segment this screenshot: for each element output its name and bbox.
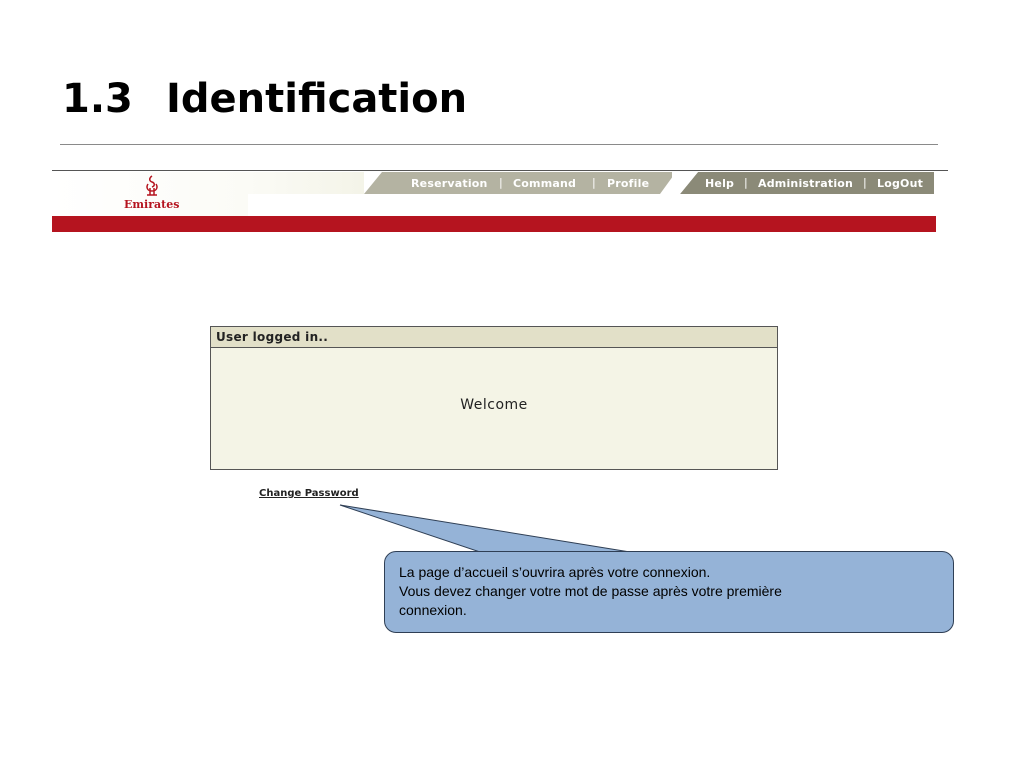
nav-separator: | (592, 176, 596, 189)
nav-separator: | (863, 176, 867, 189)
callout-line: Vous devez changer votre mot de passe après votre première (399, 583, 782, 599)
change-password-link[interactable]: Change Password (259, 488, 359, 499)
nav-separator: | (744, 176, 748, 189)
nav-command[interactable]: Command (513, 177, 577, 190)
nav-help[interactable]: Help (705, 177, 735, 190)
nav-reservation[interactable]: Reservation (411, 177, 488, 190)
welcome-message: Welcome (460, 397, 528, 413)
slide-title-text: Identification (166, 76, 468, 122)
logo-text: Emirates (124, 198, 180, 211)
callout-line: La page d’accueil s’ouvrira après votre connexion. (399, 564, 711, 580)
nav-logout[interactable]: LogOut (877, 177, 924, 190)
nav-separator: | (499, 176, 503, 189)
nav-administration[interactable]: Administration (758, 177, 854, 190)
nav-profile[interactable]: Profile (607, 177, 650, 190)
panel-header: User logged in.. (211, 327, 777, 348)
callout-box (384, 551, 954, 633)
section-number: 1.3 (62, 76, 133, 122)
callout-line: connexion. (399, 602, 467, 618)
